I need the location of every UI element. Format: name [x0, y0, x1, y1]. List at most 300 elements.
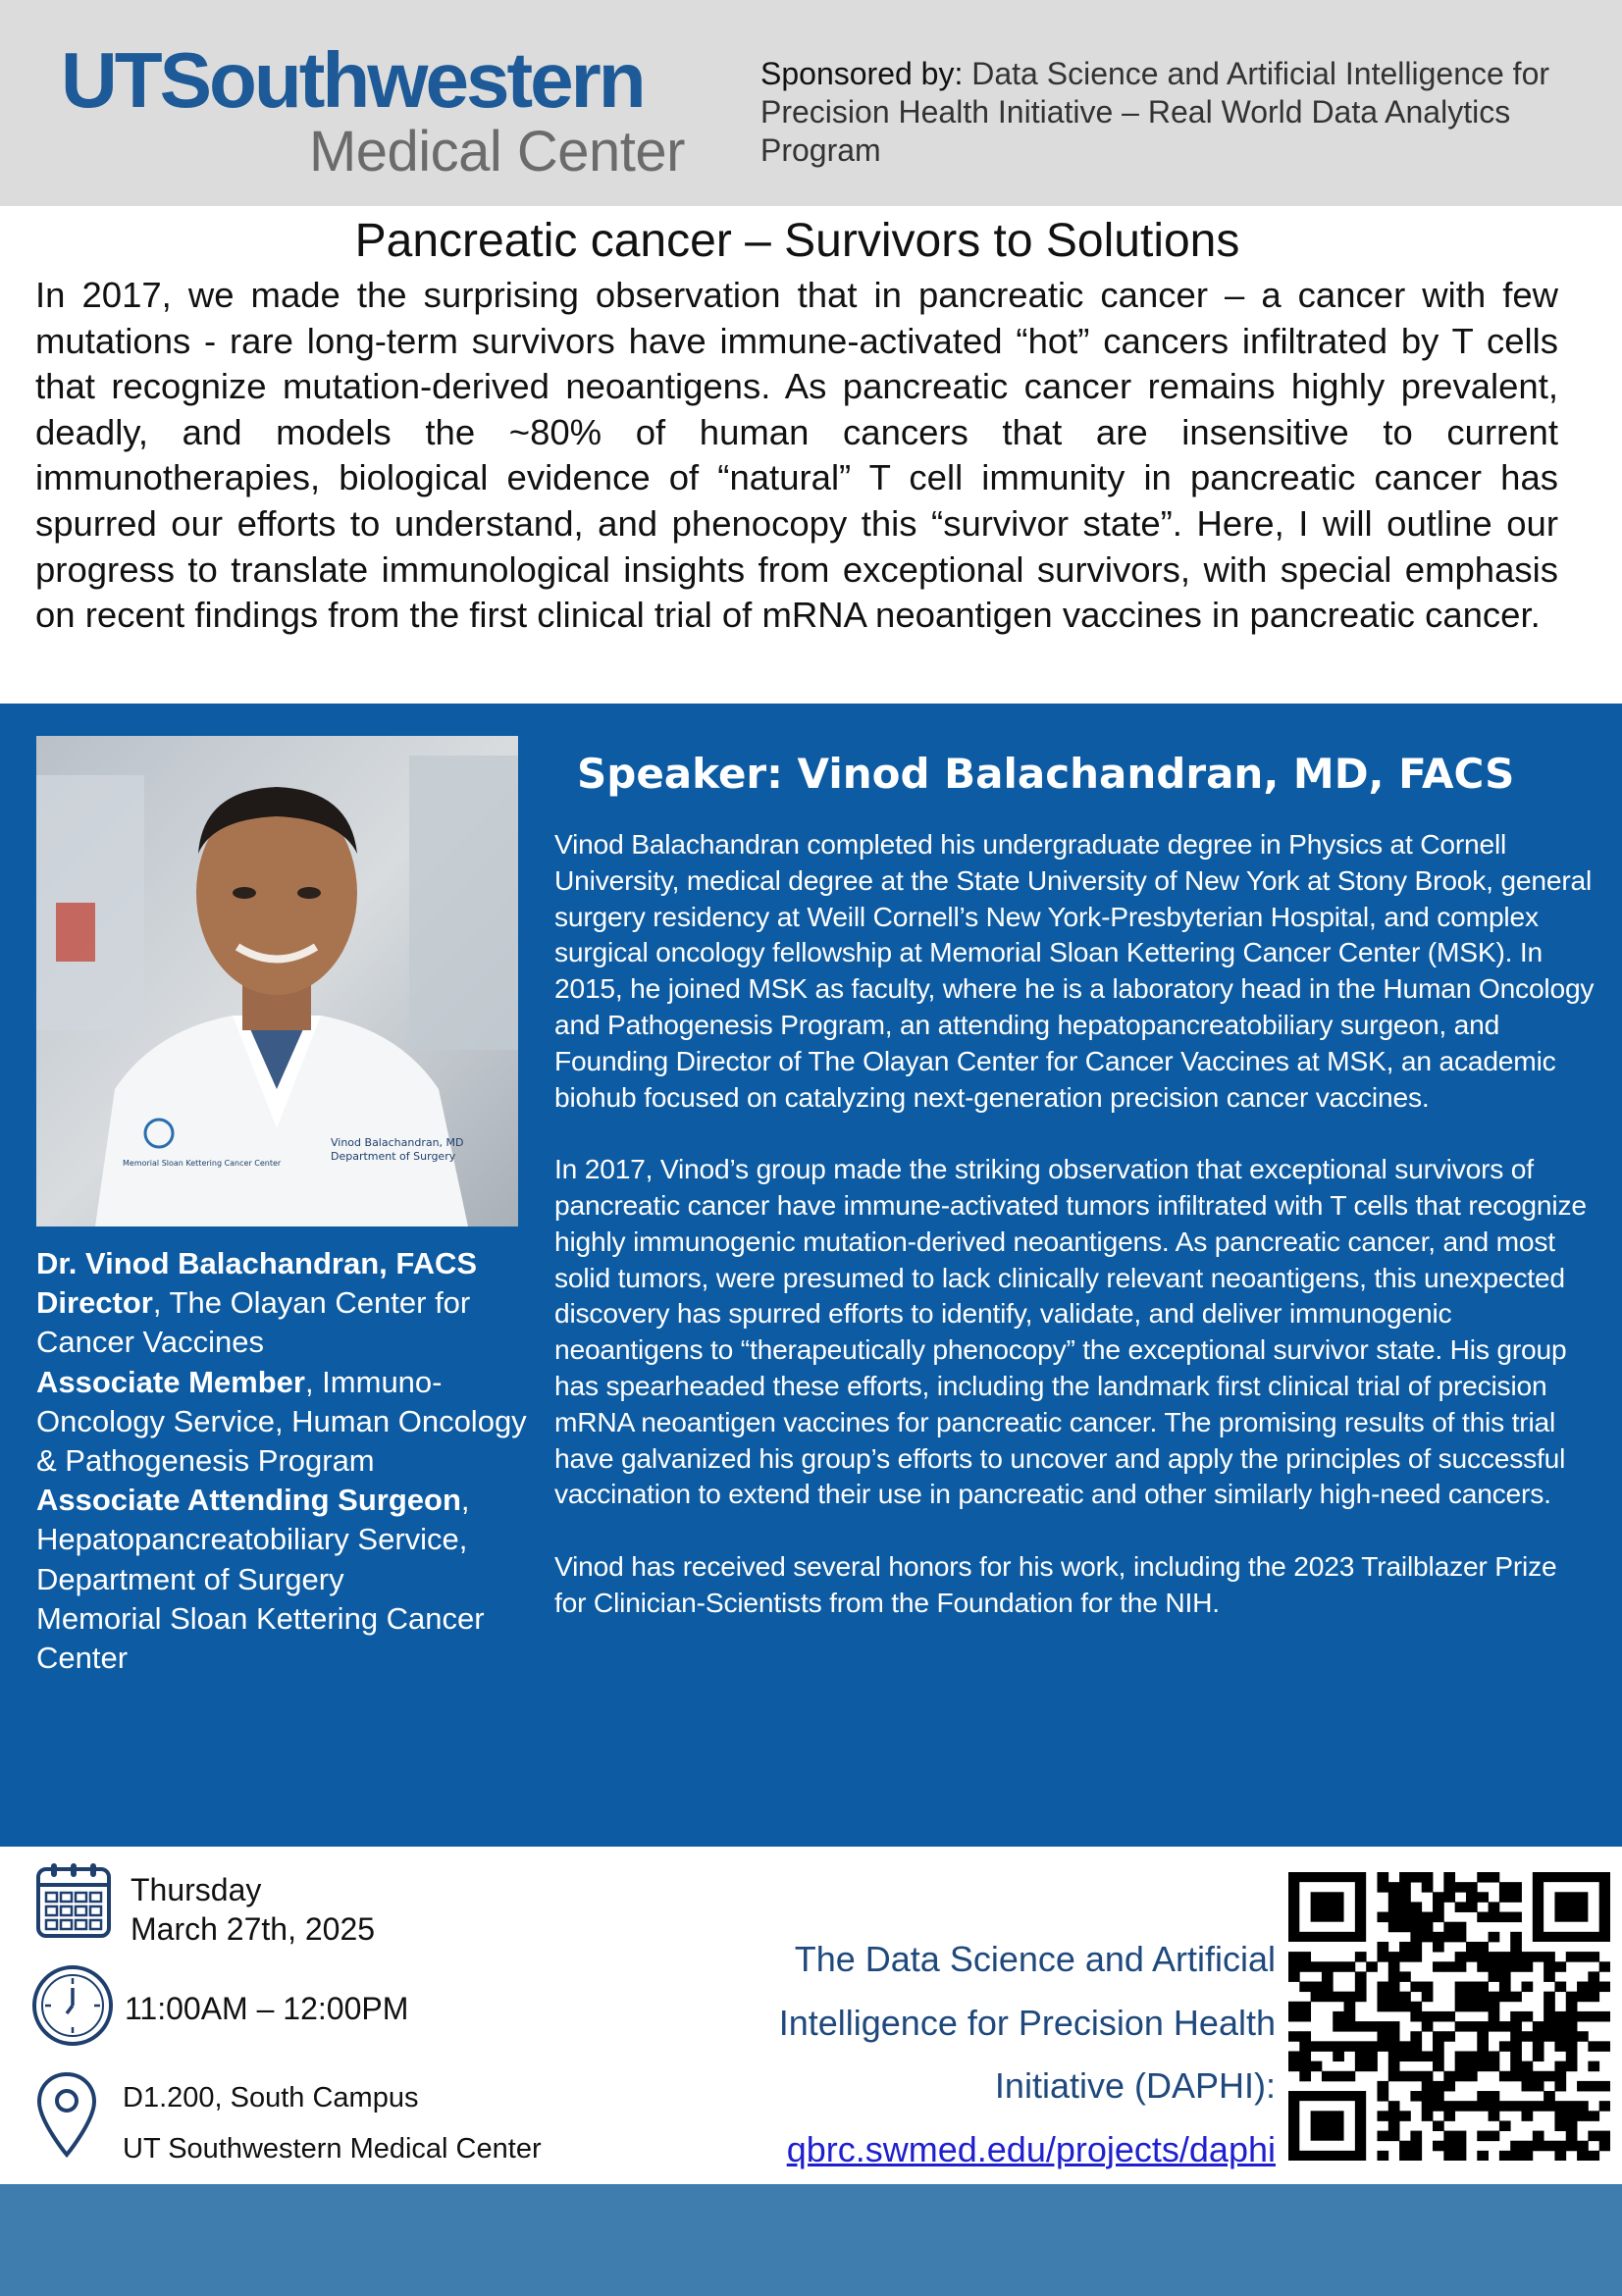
qr-module	[1522, 1961, 1534, 1972]
bio-paragraph-1: Vinod Balachandran completed his undergraduate degree in Physics at Cornell University, medical degree at the State University of New York at Stony Brook, general surgery residency at Weill Cornell’s New York-Presbyterian Hospital, and complex surgical oncology fellowship at Memorial Sloan Kettering Cancer Center (MSK). In 2015, he joined MSK as faculty, where he is a laboratory head in the Human Oncology and Pathogenesis Program, an attending hepatopancreatobiliary surgeon, and Founding Director of The Olayan Center for Cancer Vaccines at MSK, an academic biohub focused on catalyzing next-generation precision cancer vaccines.	[554, 828, 1595, 1113]
qr-module	[1599, 2081, 1610, 2092]
qr-module	[1388, 1902, 1400, 1912]
calendar-icon	[35, 1861, 112, 1940]
qr-module	[1533, 2031, 1544, 2042]
qr-module	[1433, 1961, 1444, 1972]
qr-module	[1533, 2071, 1544, 2082]
qr-module	[1566, 2031, 1578, 2042]
qr-module	[1489, 2002, 1500, 2012]
qr-module	[1443, 2111, 1455, 2121]
qr-module	[1433, 2011, 1444, 2022]
qr-module	[1588, 1992, 1599, 2003]
qr-module	[1489, 1952, 1500, 1962]
qr-module	[1433, 2141, 1444, 2152]
qr-module	[1433, 2031, 1444, 2042]
qr-module	[1322, 2071, 1334, 2082]
qr-module	[1410, 2071, 1422, 2082]
qr-module	[1433, 1902, 1444, 1912]
qr-module	[1510, 1932, 1522, 1943]
qr-module	[1311, 1961, 1323, 1972]
qr-module	[1489, 1971, 1500, 1982]
qr-module	[1577, 2011, 1589, 2022]
qr-module	[1577, 2101, 1589, 2112]
qr-module	[1499, 2041, 1511, 2052]
qr-module	[1388, 2002, 1400, 2012]
role1-rest: , The Olayan Center for Cancer Vaccines	[36, 1285, 471, 1360]
qr-module	[1466, 1952, 1478, 1962]
qr-module	[1455, 1932, 1467, 1943]
qr-module	[1510, 2051, 1522, 2061]
qr-module	[1554, 2061, 1566, 2072]
qr-module	[1455, 1961, 1467, 1972]
qr-module	[1455, 2101, 1467, 2112]
qr-module	[1522, 2011, 1534, 2022]
qr-module	[1344, 2041, 1356, 2052]
qr-module	[1577, 1982, 1589, 1993]
role2-rest: , Immuno-Oncology Service, Human Oncology & Pathogenesis Program	[36, 1364, 527, 1479]
qr-module	[1466, 1902, 1478, 1912]
role3-rest: ,	[460, 1483, 470, 1518]
qr-module	[1399, 2111, 1411, 2121]
qr-module	[1544, 2141, 1555, 2152]
qr-module	[1510, 1942, 1522, 1953]
qr-module	[1499, 1982, 1511, 1993]
sponsor-name: Data Science and Artificial Intelligence for Precision Health Initiative – Real World Data Analytics Program	[760, 56, 1550, 168]
qr-module	[1299, 2002, 1311, 2012]
qr-module	[1588, 1952, 1599, 1962]
qr-module	[1433, 2041, 1444, 2052]
sponsor-text	[760, 55, 1595, 170]
qr-module	[1533, 2141, 1544, 2152]
sponsor-label: Sponsored by:	[760, 56, 964, 91]
qr-module	[1588, 1982, 1599, 1993]
qr-module	[1399, 1882, 1411, 1893]
qr-module	[1477, 2151, 1489, 2161]
qr-module	[1377, 1992, 1388, 2003]
qr-module	[1489, 2131, 1500, 2142]
qr-module	[1544, 1952, 1555, 1962]
qr-module	[1410, 1872, 1422, 1883]
qr-module	[1566, 1952, 1578, 1962]
qr-module	[1366, 2021, 1378, 2032]
qr-module	[1554, 2041, 1566, 2052]
qr-module	[1588, 2081, 1599, 2092]
qr-module	[1544, 1971, 1555, 1982]
qr-module	[1455, 2051, 1467, 2061]
qr-module	[1422, 1872, 1434, 1883]
qr-module	[1333, 2051, 1344, 2061]
qr-module	[1410, 2041, 1422, 2052]
location-pin-icon	[35, 2070, 98, 2159]
qr-module	[1422, 2011, 1434, 2022]
qr-module	[1544, 2021, 1555, 2032]
qr-module	[1355, 2021, 1367, 2032]
qr-module	[1355, 1971, 1367, 1982]
qr-module	[1311, 2061, 1323, 2072]
qr-module	[1399, 1971, 1411, 1982]
qr-module	[1443, 1961, 1455, 1972]
qr-module	[1422, 2021, 1434, 2032]
qr-module	[1554, 2071, 1566, 2082]
qr-module	[1377, 1952, 1388, 1962]
qr-module	[1344, 1961, 1356, 1972]
qr-module	[1410, 2011, 1422, 2022]
qr-module	[1489, 1872, 1500, 1883]
qr-module	[1388, 2061, 1400, 2072]
qr-module	[1466, 1882, 1478, 1893]
qr-module	[1344, 2002, 1356, 2012]
qr-finder-pattern	[1311, 1892, 1344, 1921]
qr-module	[1410, 1982, 1422, 1993]
qr-module	[1477, 2002, 1489, 2012]
qr-module	[1433, 1912, 1444, 1923]
qr-module	[1399, 2141, 1411, 2152]
qr-module	[1588, 1971, 1599, 1982]
qr-module	[1544, 1961, 1555, 1972]
event-room: D1.200, South Campus	[123, 2082, 419, 2113]
qr-module	[1299, 2031, 1311, 2042]
qr-module	[1522, 2071, 1534, 2082]
qr-module	[1554, 1961, 1566, 1972]
qr-module	[1522, 2031, 1534, 2042]
qr-module	[1477, 2061, 1489, 2072]
qr-module	[1477, 2131, 1489, 2142]
qr-module	[1533, 2101, 1544, 2112]
qr-module	[1533, 1952, 1544, 1962]
qr-module	[1377, 2111, 1388, 2121]
qr-module	[1510, 2031, 1522, 2042]
qr-module	[1377, 2131, 1388, 2142]
qr-module	[1377, 1872, 1388, 1883]
qr-module	[1377, 2002, 1388, 2012]
qr-module	[1333, 2011, 1344, 2022]
qr-module	[1577, 2081, 1589, 2092]
qr-module	[1299, 2071, 1311, 2082]
daphi-line3: Initiative (DAPHI):	[994, 2065, 1276, 2106]
qr-module	[1422, 2071, 1434, 2082]
qr-module	[1288, 2051, 1300, 2061]
qr-module	[1566, 2041, 1578, 2052]
qr-module	[1533, 2081, 1544, 2092]
qr-module	[1566, 2141, 1578, 2152]
qr-module	[1489, 2021, 1500, 2032]
qr-module	[1566, 2021, 1578, 2032]
qr-module	[1566, 2120, 1578, 2131]
qr-module	[1499, 1882, 1511, 1893]
qr-module	[1410, 2091, 1422, 2102]
qr-module	[1288, 2011, 1300, 2022]
qr-module	[1554, 2120, 1566, 2131]
qr-module	[1489, 2011, 1500, 2022]
qr-module	[1510, 2101, 1522, 2112]
qr-module	[1377, 2041, 1388, 2052]
qr-module	[1489, 1912, 1500, 1923]
qr-module	[1489, 2051, 1500, 2061]
qr-module	[1333, 2041, 1344, 2052]
qr-module	[1399, 1942, 1411, 1953]
qr-module	[1311, 1992, 1323, 2003]
qr-module	[1322, 1982, 1334, 1993]
qr-module	[1399, 2041, 1411, 2052]
qr-module	[1477, 1961, 1489, 1972]
qr-module	[1544, 2002, 1555, 2012]
qr-module	[1388, 2031, 1400, 2042]
qr-module	[1455, 2021, 1467, 2032]
qr-module	[1455, 2151, 1467, 2161]
qr-module	[1288, 2061, 1300, 2072]
qr-module	[1544, 2101, 1555, 2112]
header-band	[0, 0, 1622, 206]
qr-module	[1399, 1912, 1411, 1923]
qr-module	[1355, 2061, 1367, 2072]
qr-module	[1577, 2151, 1589, 2161]
qr-module	[1333, 2071, 1344, 2082]
photo-logo-text: Memorial Sloan Kettering Cancer Center	[123, 1159, 282, 1168]
qr-module	[1599, 2041, 1610, 2052]
qr-module	[1566, 2061, 1578, 2072]
role1-title: Director	[36, 1285, 153, 1321]
qr-module	[1377, 2091, 1388, 2102]
speaker-heading: Speaker: Vinod Balachandran, MD, FACS	[577, 750, 1515, 798]
qr-module	[1489, 1961, 1500, 1972]
qr-module	[1533, 2131, 1544, 2142]
qr-module	[1466, 1992, 1478, 2003]
qr-code[interactable]	[1288, 1872, 1610, 2161]
qr-module	[1344, 2021, 1356, 2032]
daphi-line1: The Data Science and Artificial	[794, 1939, 1276, 1979]
qr-module	[1377, 2021, 1388, 2032]
qr-module	[1455, 2002, 1467, 2012]
qr-module	[1489, 1902, 1500, 1912]
role3-title: Associate Attending Surgeon	[36, 1483, 461, 1518]
qr-module	[1477, 1872, 1489, 1883]
qr-module	[1554, 2151, 1566, 2161]
qr-module	[1455, 2131, 1467, 2142]
qr-module	[1288, 2002, 1300, 2012]
qr-module	[1377, 1912, 1388, 1923]
qr-module	[1388, 2051, 1400, 2061]
qr-module	[1566, 2111, 1578, 2121]
qr-module	[1422, 1932, 1434, 1943]
logo-line1: UTSouthwestern	[61, 36, 644, 124]
qr-module	[1499, 2101, 1511, 2112]
qr-module	[1577, 2031, 1589, 2042]
qr-module	[1477, 2051, 1489, 2061]
qr-module	[1311, 2041, 1323, 2052]
qr-module	[1422, 2051, 1434, 2061]
qr-module	[1388, 1892, 1400, 1903]
bio-paragraph-3: Vinod has received several honors for his work, including the 2023 Trailblazer Prize for Clinician-Scientists from the Foundation for the NIH.	[554, 1549, 1557, 1618]
utsw-logo	[61, 36, 699, 183]
qr-module	[1499, 2071, 1511, 2082]
qr-module	[1499, 2021, 1511, 2032]
qr-module	[1554, 1982, 1566, 1993]
qr-module	[1388, 2071, 1400, 2082]
qr-module	[1499, 2120, 1511, 2131]
qr-module	[1588, 2041, 1599, 2052]
qr-module	[1377, 2081, 1388, 2092]
qr-module	[1433, 2081, 1444, 2092]
qr-module	[1355, 1952, 1367, 1962]
qr-module	[1455, 2141, 1467, 2152]
logo-line2: Medical Center	[308, 120, 685, 183]
qr-module	[1433, 2120, 1444, 2131]
abstract-text: In 2017, we made the surprising observation that in pancreatic cancer – a cancer with few mutations - rare long-term survivors have immune-activated “hot” cancers infiltrated by T cells that recognize mutation-derived neoantigens. As pancreatic cancer remains highly prevalent, deadly, and models the ~80% of human cancers that are insensitive to current immunotherapies, biological evidence of “natural” T cell immunity in pancreatic cancer has spurred our efforts to understand, and phenocopy this “survivor state”. Here, I will outline our progress to translate immunological insights from exceptional survivors, with special emphasis on recent findings from the first clinical trial of mRNA neoantigen vaccines in pancreatic cancer.	[35, 275, 1558, 636]
qr-module	[1410, 2051, 1422, 2061]
qr-module	[1510, 2071, 1522, 2082]
qr-module	[1399, 1892, 1411, 1903]
qr-module	[1299, 2051, 1311, 2061]
qr-module	[1566, 2131, 1578, 2142]
qr-module	[1477, 1942, 1489, 1953]
qr-module	[1366, 2061, 1378, 2072]
qr-module	[1499, 1892, 1511, 1903]
qr-module	[1577, 1952, 1589, 1962]
qr-module	[1388, 1961, 1400, 1972]
qr-module	[1377, 2031, 1388, 2042]
footer-band	[0, 2184, 1622, 2296]
daphi-link[interactable]: qbrc.swmed.edu/projects/daphi	[786, 2128, 1276, 2169]
qr-module	[1554, 2111, 1566, 2121]
qr-module	[1577, 2111, 1589, 2121]
qr-module	[1455, 1922, 1467, 1933]
qr-module	[1399, 1922, 1411, 1933]
qr-module	[1455, 1882, 1467, 1893]
speaker-bio	[554, 826, 1595, 1656]
qr-module	[1299, 2041, 1311, 2052]
qr-module	[1466, 1982, 1478, 1993]
qr-module	[1544, 2011, 1555, 2022]
qr-module	[1410, 1932, 1422, 1943]
qr-module	[1522, 1982, 1534, 1993]
role3-detail: Hepatopancreatobiliary Service, Department of Surgery	[36, 1522, 468, 1596]
qr-module	[1522, 2141, 1534, 2152]
qr-module	[1510, 2151, 1522, 2161]
qr-module	[1588, 2061, 1599, 2072]
qr-module	[1377, 2151, 1388, 2161]
qr-module	[1489, 2111, 1500, 2121]
qr-module	[1554, 2141, 1566, 2152]
qr-module	[1399, 1992, 1411, 2003]
qr-module	[1477, 1982, 1489, 1993]
qr-module	[1489, 1932, 1500, 1943]
qr-module	[1299, 1952, 1311, 1962]
qr-module	[1588, 2011, 1599, 2022]
qr-module	[1455, 1902, 1467, 1912]
qr-module	[1599, 2131, 1610, 2142]
speaker-institution: Memorial Sloan Kettering Cancer Center	[36, 1600, 485, 1676]
qr-module	[1443, 2071, 1455, 2082]
qr-module	[1455, 2061, 1467, 2072]
qr-module	[1344, 2071, 1356, 2082]
qr-module	[1466, 2051, 1478, 2061]
qr-module	[1299, 1961, 1311, 1972]
event-location	[123, 2072, 542, 2174]
qr-module	[1299, 2011, 1311, 2022]
qr-module	[1577, 1992, 1589, 2003]
qr-module	[1477, 2041, 1489, 2052]
qr-module	[1288, 1971, 1300, 1982]
qr-module	[1410, 1922, 1422, 1933]
qr-module	[1510, 2041, 1522, 2052]
qr-module	[1399, 2002, 1411, 2012]
qr-module	[1566, 2051, 1578, 2061]
qr-module	[1322, 2041, 1334, 2052]
qr-module	[1388, 1992, 1400, 2003]
qr-module	[1388, 2101, 1400, 2112]
qr-module	[1355, 2041, 1367, 2052]
qr-module	[1399, 1952, 1411, 1962]
qr-module	[1399, 1902, 1411, 1912]
qr-module	[1388, 1882, 1400, 1893]
qr-module	[1399, 2051, 1411, 2061]
qr-module	[1443, 2031, 1455, 2042]
qr-module	[1510, 1992, 1522, 2003]
qr-module	[1433, 1942, 1444, 1953]
qr-module	[1489, 2061, 1500, 2072]
qr-module	[1599, 2141, 1610, 2152]
event-time: 11:00AM – 12:00PM	[125, 1991, 409, 2026]
qr-module	[1377, 1882, 1388, 1893]
qr-module	[1522, 2081, 1534, 2092]
qr-module	[1510, 2141, 1522, 2152]
daphi-info	[687, 1928, 1276, 2181]
qr-module	[1377, 1982, 1388, 1993]
qr-module	[1443, 2141, 1455, 2152]
qr-module	[1433, 2061, 1444, 2072]
qr-module	[1288, 2031, 1300, 2042]
qr-module	[1366, 1961, 1378, 1972]
qr-module	[1443, 1922, 1455, 1933]
qr-module	[1522, 2151, 1534, 2161]
qr-module	[1333, 1961, 1344, 1972]
qr-module	[1588, 2131, 1599, 2142]
qr-module	[1455, 1952, 1467, 1962]
event-date	[131, 1870, 375, 1949]
speaker-name: Dr. Vinod Balachandran, FACS	[36, 1246, 478, 1280]
qr-module	[1299, 2061, 1311, 2072]
qr-module	[1544, 2071, 1555, 2082]
qr-module	[1499, 1961, 1511, 1972]
qr-module	[1554, 2021, 1566, 2032]
qr-module	[1388, 2120, 1400, 2131]
event-day: Thursday	[131, 1872, 262, 1907]
qr-module	[1533, 2051, 1544, 2061]
qr-module	[1477, 1992, 1489, 2003]
qr-module	[1554, 2081, 1566, 2092]
qr-module	[1333, 1992, 1344, 2003]
qr-module	[1322, 1992, 1334, 2003]
qr-module	[1399, 1872, 1411, 1883]
qr-module	[1443, 2011, 1455, 2022]
qr-module	[1422, 1982, 1434, 1993]
qr-module	[1433, 2101, 1444, 2112]
role2-title: Associate Member	[36, 1364, 305, 1399]
qr-module	[1566, 2011, 1578, 2022]
qr-module	[1422, 2111, 1434, 2121]
qr-module	[1410, 1942, 1422, 1953]
qr-module	[1466, 2071, 1478, 2082]
qr-module	[1422, 1882, 1434, 1893]
qr-module	[1433, 2091, 1444, 2102]
qr-module	[1388, 2131, 1400, 2142]
qr-module	[1566, 2002, 1578, 2012]
qr-module	[1510, 1912, 1522, 1923]
qr-module	[1410, 2031, 1422, 2042]
qr-module	[1443, 2131, 1455, 2142]
qr-module	[1477, 2021, 1489, 2032]
qr-module	[1410, 2131, 1422, 2142]
